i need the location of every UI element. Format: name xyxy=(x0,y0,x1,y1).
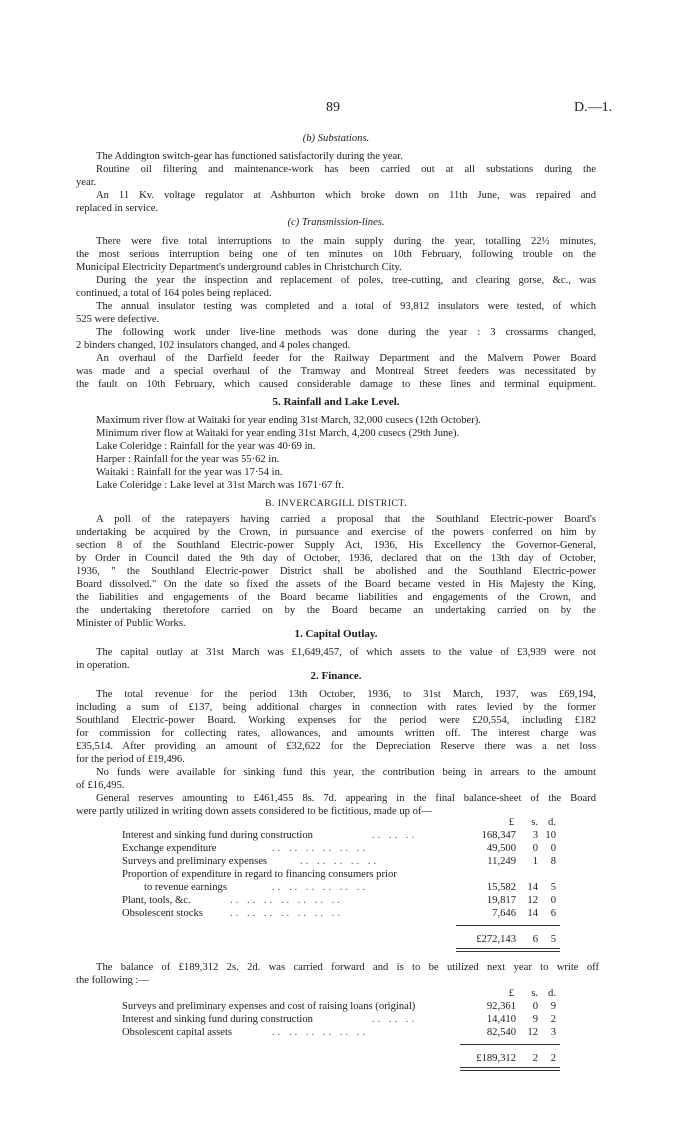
invercargill-line: undertaking be acquired by the Crown, in pursuance and exercise of the powers conferred on him by xyxy=(76,527,596,538)
table-row-label: Surveys and preliminary expenses and cost of raising loans (original) xyxy=(122,1001,416,1012)
table-cell-shillings: 0 xyxy=(532,843,538,854)
finance-line: Southland Electric-power Board. Working expenses for the period were £20,554, including £182 xyxy=(76,715,596,726)
table-total-shillings: 6 xyxy=(532,934,538,945)
table-cell-pence: 9 xyxy=(550,1001,556,1012)
rainfall-line: Waitaki : Rainfall for the year was 17·54 in. xyxy=(96,467,283,478)
table-cell-pounds: 14,410 xyxy=(486,1014,516,1025)
table-cell-pounds: 11,249 xyxy=(487,856,516,867)
transmission-line: An overhaul of the Darfield feeder for the Railway Department and the Malvern Power Board xyxy=(96,353,596,364)
invercargill-heading: B. INVERCARGILL DISTRICT. xyxy=(265,498,407,509)
rainfall-line: Lake Coleridge : Rainfall for the year was 40·69 in. xyxy=(96,441,316,452)
capital-outlay-heading: 1. Capital Outlay. xyxy=(294,628,378,640)
double-total-rule xyxy=(460,1067,560,1071)
table-cell-pence: 3 xyxy=(550,1027,556,1038)
rainfall-line: Harper : Rainfall for the year was 55·62 in. xyxy=(96,454,280,465)
invercargill-line: 1936, " the Southland Electric-power District shall be abolished and the Southland Electric-power xyxy=(76,566,596,577)
table-cell-shillings: 12 xyxy=(527,895,538,906)
table-row-label: Surveys and preliminary expenses xyxy=(122,856,268,867)
transmission-heading: (c) Transmission-lines. xyxy=(287,217,385,228)
transmission-line: the most serious interruption being one of ten minutes on 10th February, following trouble on the xyxy=(76,249,596,260)
transmission-line: There were five total interruptions to the main supply during the year, totalling 22½ minutes, xyxy=(96,236,596,247)
dot-leader: .. .. .. xyxy=(372,1014,418,1025)
table-row-label: Plant, tools, &c. xyxy=(122,895,191,906)
table-total-pounds: £272,143 xyxy=(476,934,516,945)
table-cell-pounds: 168,347 xyxy=(481,830,516,841)
table-row-label: Exchange expenditure xyxy=(122,843,217,854)
col-header-pounds: £ xyxy=(508,817,514,828)
table-cell-pence: 8 xyxy=(550,856,556,867)
substations-line: Routine oil filtering and maintenance-work has been carried out at all substations during the xyxy=(96,164,596,175)
table-cell-pence: 0 xyxy=(550,895,556,906)
capital-outlay-line: in operation. xyxy=(76,660,130,671)
dot-leader: .. .. .. .. .. .. .. xyxy=(230,895,343,906)
invercargill-line: the liabilities and engagements of the Board became liabilities and engagements of the Crown, and xyxy=(76,592,596,603)
finance-line: for commission for collecting rates, allowances, and amounts written off. The interest charge was xyxy=(76,728,596,739)
table-cell-pounds: 7,646 xyxy=(492,908,516,919)
dot-leader: .. .. .. xyxy=(372,830,418,841)
substations-line: year. xyxy=(76,177,97,188)
table-cell-pence: 2 xyxy=(550,1014,556,1025)
table-row-label: Interest and sinking fund during construction xyxy=(122,830,313,841)
table-cell-pounds: 49,500 xyxy=(486,843,516,854)
dot-leader: .. .. .. .. .. xyxy=(300,856,380,867)
table-total-pence: 5 xyxy=(550,934,556,945)
rainfall-line: Lake Coleridge : Lake level at 31st March was 1671·67 ft. xyxy=(96,480,344,491)
transmission-line: 525 were defective. xyxy=(76,314,160,325)
table-cell-pounds: 15,582 xyxy=(486,882,516,893)
table-cell-pounds: 92,361 xyxy=(486,1001,516,1012)
balance-line: the following :— xyxy=(76,975,149,986)
substations-line: The Addington switch-gear has functioned satisfactorily during the year. xyxy=(96,151,403,162)
balance-line: The balance of £189,312 2s. 2d. was carried forward and is to be utilized next year to write off xyxy=(96,962,599,973)
substations-heading: (b) Substations. xyxy=(302,133,370,144)
table-row-label: Obsolescent capital assets xyxy=(122,1027,233,1038)
finance-line: £35,514. After providing an amount of £32,622 for the Depreciation Reserve there was a net loss xyxy=(76,741,596,752)
rainfall-line: Minimum river flow at Waitaki for year ending 31st March, 4,200 cusecs (29th June). xyxy=(96,428,460,439)
col-header-pence: d. xyxy=(548,988,556,999)
total-rule xyxy=(456,925,560,926)
table-cell-shillings: 9 xyxy=(532,1014,538,1025)
transmission-line: Municipal Electricity Department's underground cables in Christchurch City. xyxy=(76,262,402,273)
dot-leader: .. .. .. .. .. .. xyxy=(272,843,369,854)
total-rule xyxy=(460,1044,560,1045)
table-cell-shillings: 1 xyxy=(532,856,538,867)
table-cell-shillings: 14 xyxy=(527,882,538,893)
invercargill-line: the undertaking theretofore carried on by the Board became an undertaking carried on by the xyxy=(76,605,596,616)
table-row-label: Interest and sinking fund during construction xyxy=(122,1014,313,1025)
table-total-pence: 2 xyxy=(550,1053,556,1064)
table-row-label: Obsolescent stocks xyxy=(122,908,203,919)
dot-leader: .. .. .. .. .. .. .. xyxy=(230,908,343,919)
col-header-shillings: s. xyxy=(531,988,538,999)
col-header-shillings: s. xyxy=(531,817,538,828)
transmission-line: continued, a total of 164 poles being replaced. xyxy=(76,288,272,299)
table-cell-pence: 5 xyxy=(550,882,556,893)
rainfall-line: Maximum river flow at Waitaki for year ending 31st March, 32,000 cusecs (12th October). xyxy=(96,415,481,426)
invercargill-line: Minister of Public Works. xyxy=(76,618,186,629)
invercargill-line: A poll of the ratepayers having carried a proposal that the Southland Electric-power Board's xyxy=(96,514,596,525)
invercargill-line: Board dissolved." On the date so fixed the assets of the Board became vested in His Majesty the King, xyxy=(76,579,596,590)
dot-leader: .. .. .. .. .. .. xyxy=(272,1027,369,1038)
table-cell-pounds: 19,817 xyxy=(486,895,516,906)
transmission-line: During the year the inspection and replacement of poles, tree-cutting, and clearing gorse, &c., was xyxy=(96,275,596,286)
table-row-label: to revenue earnings xyxy=(144,882,227,893)
page-number: 89 xyxy=(326,100,340,115)
col-header-pence: d. xyxy=(548,817,556,828)
table-cell-shillings: 14 xyxy=(527,908,538,919)
transmission-line: 2 binders changed, 102 insulators changed, and 4 poles changed. xyxy=(76,340,351,351)
double-total-rule xyxy=(456,948,560,952)
table-cell-shillings: 0 xyxy=(532,1001,538,1012)
col-header-pounds: £ xyxy=(508,988,514,999)
finance-heading: 2. Finance. xyxy=(310,670,362,682)
finance-line: General reserves amounting to £461,455 8s. 7d. appearing in the final balance-sheet of the Board xyxy=(96,793,596,804)
finance-line: of £16,495. xyxy=(76,780,125,791)
transmission-line: the fault on 10th February, which caused considerable damage to these lines and terminal equipment. xyxy=(76,379,596,390)
dot-leader: .. .. .. .. .. .. xyxy=(272,882,369,893)
transmission-line: The annual insulator testing was completed and a total of 93,812 insulators were tested, of which xyxy=(96,301,596,312)
table-cell-shillings: 3 xyxy=(532,830,538,841)
invercargill-line: by Order in Council dated the 9th day of October, 1936, declared that on the 13th day of October, xyxy=(76,553,596,564)
finance-line: No funds were available for sinking fund this year, the contribution being in arrears to the amount xyxy=(96,767,596,778)
table-total-pounds: £189,312 xyxy=(476,1053,516,1064)
transmission-line: was made and a special overhaul of the Tramway and Montreal Street feeders was necessitated by xyxy=(76,366,596,377)
table-cell-pence: 6 xyxy=(550,908,556,919)
capital-outlay-line: The capital outlay at 31st March was £1,649,457, of which assets to the value of £3,939 were not xyxy=(96,647,596,658)
invercargill-line: section 8 of the Southland Electric-power Supply Act, 1936, His Excellency the Governor-General, xyxy=(76,540,596,551)
table-row-label: Proportion of expenditure in regard to financing consumers prior xyxy=(122,869,397,880)
finance-line: for the period of £19,496. xyxy=(76,754,185,765)
table-total-shillings: 2 xyxy=(532,1053,538,1064)
transmission-line: The following work under live-line methods was done during the year : 3 crossarms changed, xyxy=(96,327,596,338)
table-cell-shillings: 12 xyxy=(527,1027,538,1038)
finance-line: including a sum of £137, being additional charges in connection with rates levied by the former xyxy=(76,702,596,713)
table-cell-pence: 0 xyxy=(550,843,556,854)
substations-line: An 11 Kv. voltage regulator at Ashburton which broke down on 11th June, was repaired and xyxy=(96,190,596,201)
table-cell-pence: 10 xyxy=(545,830,556,841)
rainfall-heading: 5. Rainfall and Lake Level. xyxy=(272,396,400,408)
finance-line: were partly utilized in writing down assets considered to be fictitious, made up of— xyxy=(76,806,432,817)
table-cell-pounds: 82,540 xyxy=(486,1027,516,1038)
section-code: D.—1. xyxy=(574,100,613,115)
finance-line: The total revenue for the period 13th October, 1936, to 31st March, 1937, was £69,194, xyxy=(96,689,596,700)
substations-line: replaced in service. xyxy=(76,203,159,214)
